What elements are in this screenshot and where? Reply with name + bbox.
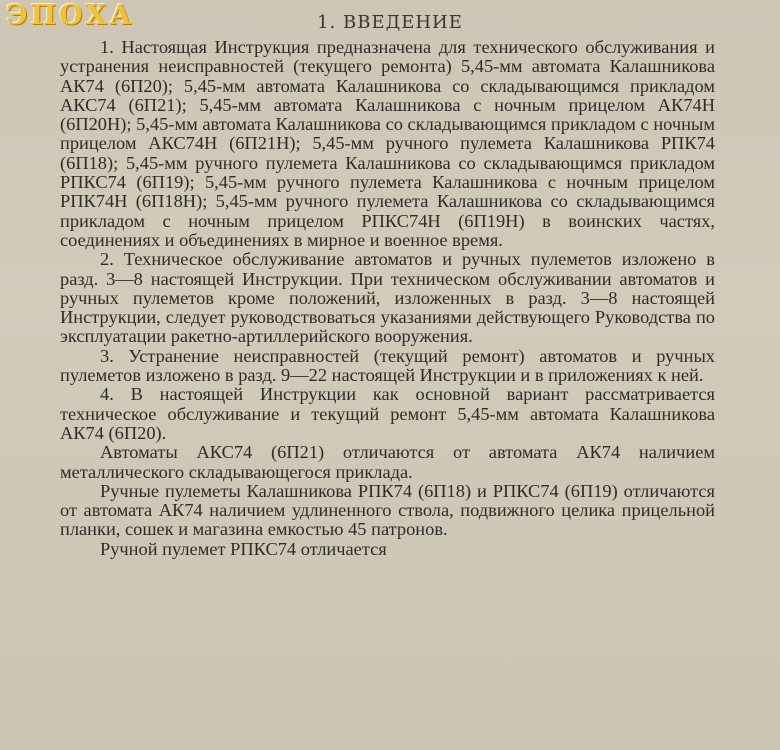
section-title: 1. ВВЕДЕНИЕ bbox=[317, 12, 463, 33]
paragraph-6: Ручные пулеметы Калашникова РПК74 (6П18) и РПКС74 (6П19) отличаются от автомата АК74 наличием удлиненного ствола, подвижного целика прицельной планки, сошек и магазина емкостью 45 патронов. bbox=[60, 480, 715, 540]
paragraph-7-partial: Ручной пулемет РПКС74 отличается bbox=[100, 539, 387, 559]
paragraph-5: Автоматы АКС74 (6П21) отличаются от автомата АК74 наличием металлического складывающегося приклада. bbox=[60, 442, 715, 482]
paragraph-3: 3. Устранение неисправностей (текущий ремонт) автоматов и ручных пулеметов изложено в разд. 9—22 настоящей Инструкции и в приложениях к ней. bbox=[60, 345, 715, 386]
paragraph-1: 1. Настоящая Инструкция предназначена для технического обслуживания и устранения неисправностей (текущего ремонта) 5,45-мм автомата Калашникова АК74 (6П20); 5,45-мм автомата Калашникова со складывающимся прикладом АКС74 (6П21); 5,45-мм автомата Калашникова с ночным прицелом АК74Н (6П20Н); 5,45-мм автомата Калашникова со складывающимся прикладом с ночным прицелом АКС74Н (6П21Н); 5,45-мм ручного пулемета Калашникова РПК74 (6П18); 5,45-мм ручного пулемета Калашникова со складывающимся прикладом РПКС74 (6П19); 5,45-мм ручного пулемета Калашникова с ночным прицелом РПК74Н (6П18Н); 5,45-мм ручного пулемета Калашникова со складывающимся прикладом с ночным прицелом РПКС74Н (6П19Н) в воинских частях, соединениях и объединениях в мирное и военное время. bbox=[60, 37, 715, 250]
watermark-logo: ЭПОХА bbox=[6, 0, 135, 31]
body-text bbox=[60, 38, 715, 560]
paragraph-4: 4. В настоящей Инструкции как основной вариант рассматривается техническое обслуживание и текущий ремонт 5,45-мм автомата Калашникова АК74 (6П20). bbox=[60, 384, 715, 443]
paragraph-2: 2. Техническое обслуживание автоматов и ручных пулеметов изложено в разд. 3—8 настоящей Инструкции. При техническом обслуживании автоматов и ручных пулеметов кроме положений, изложенных в разд. 3—8 настоящей Инструкции, следует руководствоваться указаниями действующего Руководства по эксплуатации ракетно-артиллерийского вооружения. bbox=[60, 249, 715, 347]
